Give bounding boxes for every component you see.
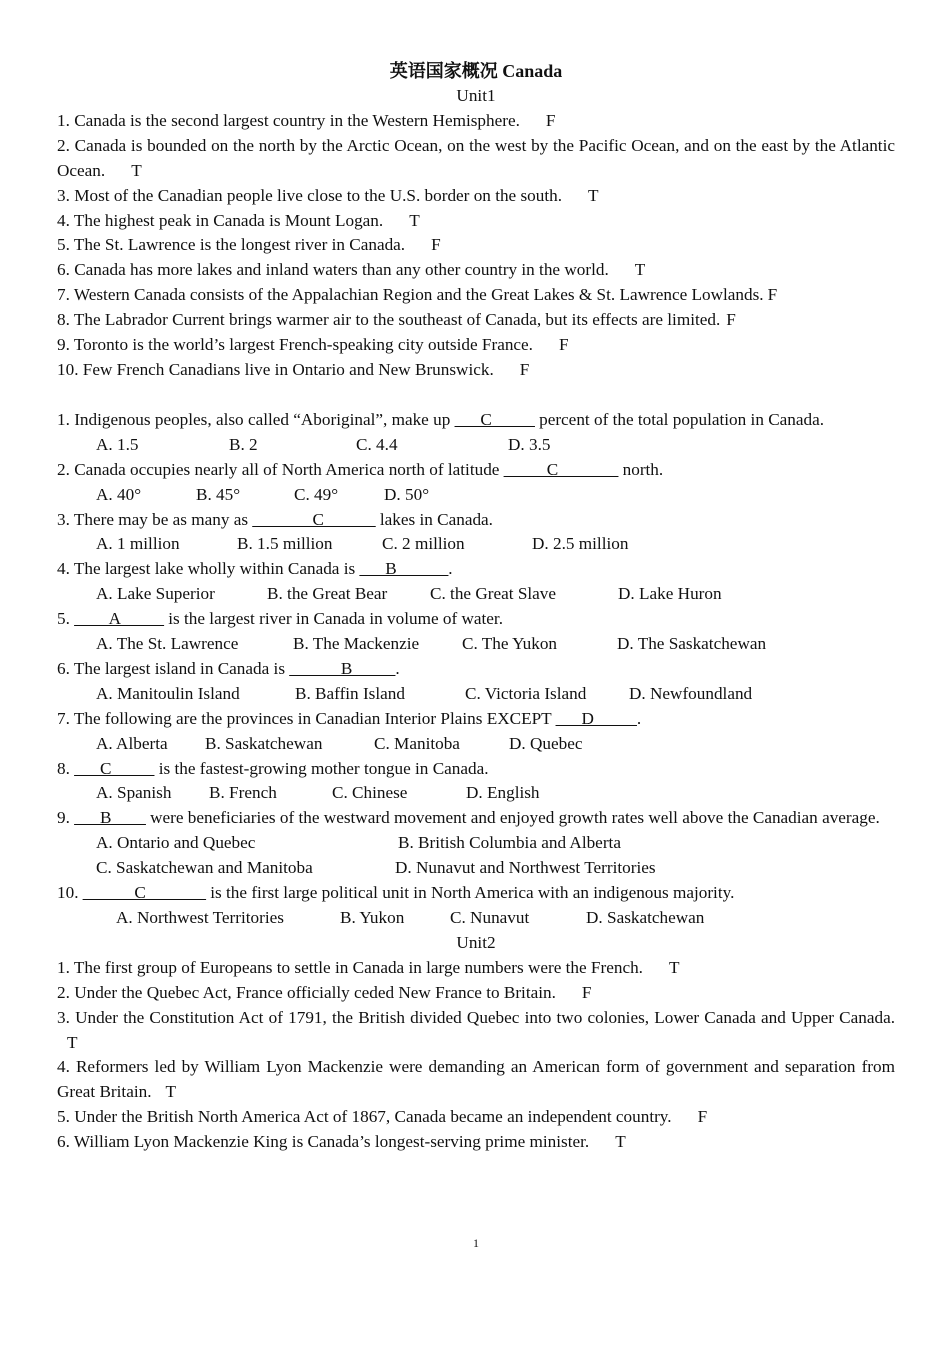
tf-answer: F [581,982,592,1002]
option: C. Nunavut [450,908,530,927]
option: A. Manitoulin Island [96,683,240,703]
option: D. The Saskatchewan [617,634,767,654]
tf-answer: T [668,957,680,977]
option: D. Lake Huron [618,584,722,604]
mc-options [96,582,895,607]
answer-blank: ______B_____ [289,658,396,678]
mc-question: 9. ___B____ were beneficiaries of the westward movement and enjoyed growth rates well above the Canadian average. [57,808,880,828]
mc-question: 3. There may be as many as _______C______ lakes in Canada. [57,509,493,529]
option: B. 1.5 million [237,534,333,554]
option: B. Yukon [340,908,405,927]
option: D. 50° [384,484,430,504]
option: B. Baffin Island [295,683,405,703]
option: B. Saskatchewan [205,733,323,753]
mc-question: 7. The following are the provinces in Canadian Interior Plains EXCEPT ___D_____. [57,708,642,728]
tf-question: 5. Under the British North America Act of 1867, Canada became an independent country. F [57,1105,895,1130]
document-page [57,58,895,1155]
answer-blank: ______C_______ [82,883,206,903]
tf-answer: F [545,110,556,130]
answer-blank: ____A_____ [74,609,164,629]
unit1-heading: Unit1 [456,86,496,105]
tf-answer: F [431,235,441,255]
tf-answer: F [726,310,736,330]
option: C. Victoria Island [465,683,587,703]
tf-answer: T [67,1032,78,1052]
answer-blank: _______C______ [252,509,376,529]
tf-answer: F [519,359,530,379]
mc-question: 4. The largest lake wholly within Canada is ___B______. [57,559,453,579]
option: D. 2.5 million [532,534,629,554]
answer-blank: ___D_____ [555,708,637,728]
mc-options [96,856,895,881]
document-title: 英语国家概况 Canada [389,61,563,81]
option: D. English [466,783,540,803]
mc-question: 8. ___C_____ is the fastest-growing mother tongue in Canada. [57,758,489,778]
option: C. 2 million [382,534,465,554]
option: B. British Columbia and Alberta [398,833,621,853]
option: C. 49° [294,484,339,504]
option: D. Nunavut and Northwest Territories [395,858,656,878]
option: B. 2 [229,434,258,454]
option: A. Spanish [96,783,172,803]
section-gap [57,383,895,408]
option: A. 40° [96,484,142,504]
option: D. Saskatchewan [586,908,705,927]
page-number: 1 [473,1236,479,1250]
option: A. Northwest Territories [116,908,284,927]
tf-answer: T [165,1082,176,1102]
tf-question: 8. The Labrador Current brings warmer air to the southeast of Canada, but its effects are limited. F [57,308,895,333]
tf-question: 3. Under the Constitution Act of 1791, the British divided Quebec into two colonies, Lower Canada and Upper Canada.T [57,1006,895,1056]
tf-answer: T [131,160,142,180]
option: C. Manitoba [374,733,460,753]
tf-question: 10. Few French Canadians live in Ontario and New Brunswick. F [57,358,895,383]
tf-answer: T [634,260,646,280]
tf-question: 2. Under the Quebec Act, France officially ceded New France to Britain. F [57,981,895,1006]
tf-answer: T [588,185,599,205]
tf-question: 1. The first group of Europeans to settle in Canada in large numbers were the French. T [57,956,895,981]
tf-question: 9. Toronto is the world’s largest French-speaking city outside France. F [57,333,895,358]
mc-question: 1. Indigenous peoples, also called “Aboriginal”, make up ___C_____ percent of the total population in Canada. [57,409,825,429]
mc-question: 6. The largest island in Canada is ______B_____. [57,658,400,678]
tf-answer: T [409,210,420,230]
tf-question: 2. Canada is bounded on the north by the Arctic Ocean, on the west by the Pacific Ocean, and on the east by the Atlantic Ocean. T [57,134,895,184]
tf-answer: F [767,285,778,305]
option: A. Lake Superior [96,584,215,604]
tf-question: 7. Western Canada consists of the Appalachian Region and the Great Lakes & St. Lawrence Lowlands. F [57,283,895,308]
tf-question: 3. Most of the Canadian people live close to the U.S. border on the south. T [57,184,895,209]
mc-options [96,682,895,707]
tf-answer: F [697,1107,708,1127]
option: A. Ontario and Quebec [96,833,256,853]
answer-blank: ___C_____ [454,409,535,429]
option: B. The Mackenzie [293,634,420,654]
option: A. 1.5 [96,434,139,454]
mc-question: 10. ______C_______ is the first large political unit in North America with an indigenous majority. [57,883,735,903]
unit2-heading: Unit2 [456,932,496,952]
option: B. French [209,783,277,803]
option: D. Newfoundland [629,683,753,703]
answer-blank: _____C_______ [503,459,619,479]
answer-blank: ___B______ [359,559,449,579]
option: B. the Great Bear [267,584,388,604]
tf-question: 4. Reformers led by William Lyon Mackenzie were demanding an American form of government and separation from Great Britain. T [57,1055,895,1105]
option: D. Quebec [509,733,583,753]
mc-options [96,483,895,508]
mc-options [96,632,895,657]
tf-answer: T [615,1132,626,1152]
option: C. Saskatchewan and Manitoba [96,858,313,878]
option: A. Alberta [96,733,168,753]
mc-options [116,906,895,931]
option: C. the Great Slave [430,584,557,604]
mc-question: 5. ____A_____ is the largest river in Canada in volume of water. [57,609,503,629]
mc-options [96,433,895,458]
mc-options [96,532,895,557]
option: C. Chinese [332,783,408,803]
option: C. 4.4 [356,434,398,454]
option: A. 1 million [96,534,180,554]
option: D. 3.5 [508,434,551,454]
answer-blank: ___B____ [74,808,146,828]
tf-question: 6. William Lyon Mackenzie King is Canada’s longest-serving prime minister. T [57,1130,895,1155]
tf-question: 4. The highest peak in Canada is Mount Logan. T [57,209,895,234]
tf-answer: F [558,335,569,355]
option: A. The St. Lawrence [96,634,239,654]
tf-question: 1. Canada is the second largest country in the Western Hemisphere. F [57,109,895,134]
mc-options [96,732,895,757]
mc-options [96,831,895,856]
option: C. The Yukon [462,634,558,654]
mc-options [96,781,895,806]
mc-question: 2. Canada occupies nearly all of North America north of latitude _____C_______ north. [57,459,664,479]
option: B. 45° [196,484,241,504]
answer-blank: ___C_____ [74,758,155,778]
tf-question: 5. The St. Lawrence is the longest river in Canada. F [57,233,895,258]
tf-question: 6. Canada has more lakes and inland waters than any other country in the world. T [57,258,895,283]
